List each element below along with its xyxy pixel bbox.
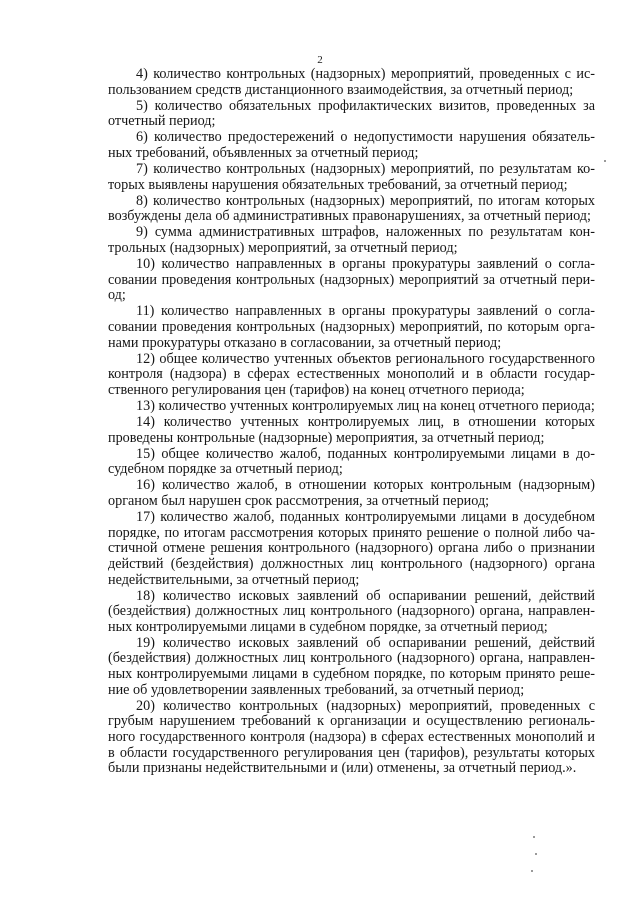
list-item-4: 4) количество контрольных (надзорных) мероприятий, проведенных с использованием средств дистанционного взаимодействия, за отчетный период; (108, 66, 595, 98)
list-item-19: 19) количество исковых заявлений об оспаривании решений, действий (бездействия) должностных лиц контрольного (надзорного) органа, направленных контролируемыми лицами в судебном порядке, по которым принято решение об удовлетворении заявленных требований, за отчетный период; (108, 634, 595, 698)
list-item-7: 7) количество контрольных (надзорных) мероприятий, по результатам которых выявлены нарушения обязательных требований, за отчетный период; (108, 161, 595, 193)
list-item-18: 18) количество исковых заявлений об оспаривании решений, действий (бездействия) должностных лиц контрольного (надзорного) органа, направленных контролируемыми лицами в судебном порядке, за отчетный период; (108, 587, 595, 635)
list-item-6: 6) количество предостережений о недопустимости нарушения обязательных требований, объявленных за отчетный период; (108, 129, 595, 161)
list-item-8: 8) количество контрольных (надзорных) мероприятий, по итогам которых возбуждены дела об административных правонарушениях, за отчетный период; (108, 192, 595, 225)
list-item-12: 12) общее количество учтенных объектов регионального государственного контроля (надзора) в сферах естественных монополий и в области государственного регулирования цен (тарифов) на конец отчетного периода; (108, 350, 595, 398)
scan-speck (531, 870, 533, 872)
list-item-13: 13) количество учтенных контролируемых лиц на конец отчетного периода; (136, 397, 595, 414)
page-number: 2 (317, 54, 323, 66)
scan-speck (604, 160, 606, 162)
list-item-15: 15) общее количество жалоб, поданных контролируемыми лицами в досудебном порядке за отчетный период; (108, 445, 595, 478)
list-item-10: 10) количество направленных в органы прокуратуры заявлений о согласовании проведения контрольных (надзорных) мероприятий за отчетный период; (108, 256, 595, 304)
list-item-14: 14) количество учтенных контролируемых лиц, в отношении которых проведены контрольные (надзорные) мероприятия, за отчетный период; (108, 414, 595, 446)
list-item-17: 17) количество жалоб, поданных контролируемыми лицами в досудебном порядке, по итогам рассмотрения которых принято решение о полной либо частичной отмене решения контрольного (надзорного) органа либо о признании действий (бездействия) должностных лиц контрольного (надзорного) органа недействительными, за отчетный период; (108, 509, 595, 588)
list-item-16: 16) количество жалоб, в отношении которых контрольным (надзорным) органом был нарушен срок рассмотрения, за отчетный период; (108, 477, 595, 510)
list-item-9: 9) сумма административных штрафов, наложенных по результатам контрольных (надзорных) мероприятий, за отчетный период; (108, 224, 595, 257)
document-body (108, 67, 595, 777)
list-item-20: 20) количество контрольных (надзорных) мероприятий, проведенных с грубым нарушением требований к организации и осуществлению регионального государственного контроля (надзора) в сферах естественных монополий и в области государственного регулирования цен (тарифов), результаты которых были признаны недействительными и (или) отменены, за отчетный период.». (108, 697, 595, 777)
list-item-11: 11) количество направленных в органы прокуратуры заявлений о согласовании проведения контрольных (надзорных) мероприятий, по которым органами прокуратуры отказано в согласовании, за отчетный период; (108, 303, 595, 351)
list-item-5: 5) количество обязательных профилактических визитов, проведенных за отчетный период; (108, 97, 595, 130)
scan-speck (533, 836, 535, 838)
scan-speck (535, 853, 537, 855)
